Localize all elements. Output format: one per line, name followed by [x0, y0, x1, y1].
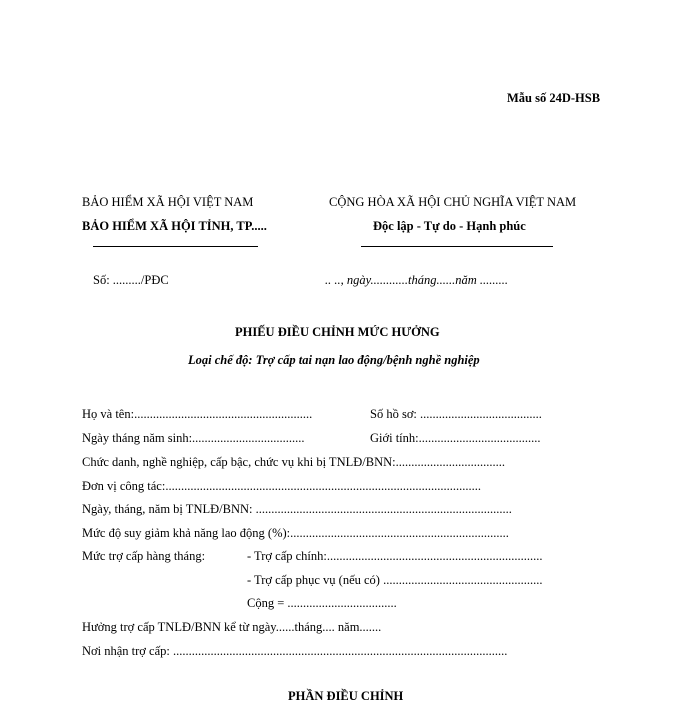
field-file-number: Số hồ sơ: ....................................... — [370, 407, 542, 421]
field-gender: Giới tính:....................................... — [370, 431, 541, 445]
form-code: Mẫu số 24D-HSB — [507, 91, 601, 105]
page-subtitle: Loại chế độ: Trợ cấp tai nạn lao động/bệnh nghề nghiệp — [188, 353, 480, 367]
field-workplace: Đơn vị công tác:..................................................................................................... — [82, 479, 481, 493]
provincial-agency-name: BẢO HIỂM XÃ HỘI TỈNH, TP..... — [82, 219, 267, 233]
field-main-allowance: - Trợ cấp chính:..................................................................... — [247, 549, 543, 563]
page-title: PHIẾU ĐIỀU CHỈNH MỨC HƯỞNG — [235, 325, 440, 339]
field-date-of-birth: Ngày tháng năm sinh:.................................... — [82, 431, 305, 445]
document-number: Số: ........./PĐC — [93, 273, 169, 287]
field-total: Cộng = ................................... — [247, 596, 397, 610]
left-header-underline — [93, 246, 258, 247]
right-header-underline — [361, 246, 553, 247]
agency-name: BẢO HIỂM XÃ HỘI VIỆT NAM — [82, 195, 254, 209]
field-receive-place: Nơi nhận trợ cấp: ........................................................................................................... — [82, 644, 508, 658]
field-start-date: Hưởng trợ cấp TNLĐ/BNN kể từ ngày......tháng.... năm....... — [82, 620, 382, 634]
field-accident-date: Ngày, tháng, năm bị TNLĐ/BNN: .................................................................................. — [82, 502, 512, 516]
field-full-name: Họ và tên:......................................................... — [82, 407, 313, 421]
national-motto: Độc lập - Tự do - Hạnh phúc — [373, 219, 526, 233]
field-position: Chức danh, nghề nghiệp, cấp bậc, chức vụ khi bị TNLĐ/BNN:................................... — [82, 455, 505, 469]
national-title: CỘNG HÒA XÃ HỘI CHỦ NGHĨA VIỆT NAM — [329, 195, 577, 209]
field-monthly-allowance-label: Mức trợ cấp hàng tháng: — [82, 549, 206, 563]
field-capacity-reduction: Mức độ suy giảm khả năng lao động (%):...................................................................... — [82, 526, 509, 540]
field-service-allowance: - Trợ cấp phục vụ (nếu có) ................................................... — [247, 573, 543, 587]
document-date: .. .., ngày............tháng......năm ......... — [325, 273, 508, 287]
section-adjustment-heading: PHẦN ĐIỀU CHỈNH — [288, 689, 404, 703]
